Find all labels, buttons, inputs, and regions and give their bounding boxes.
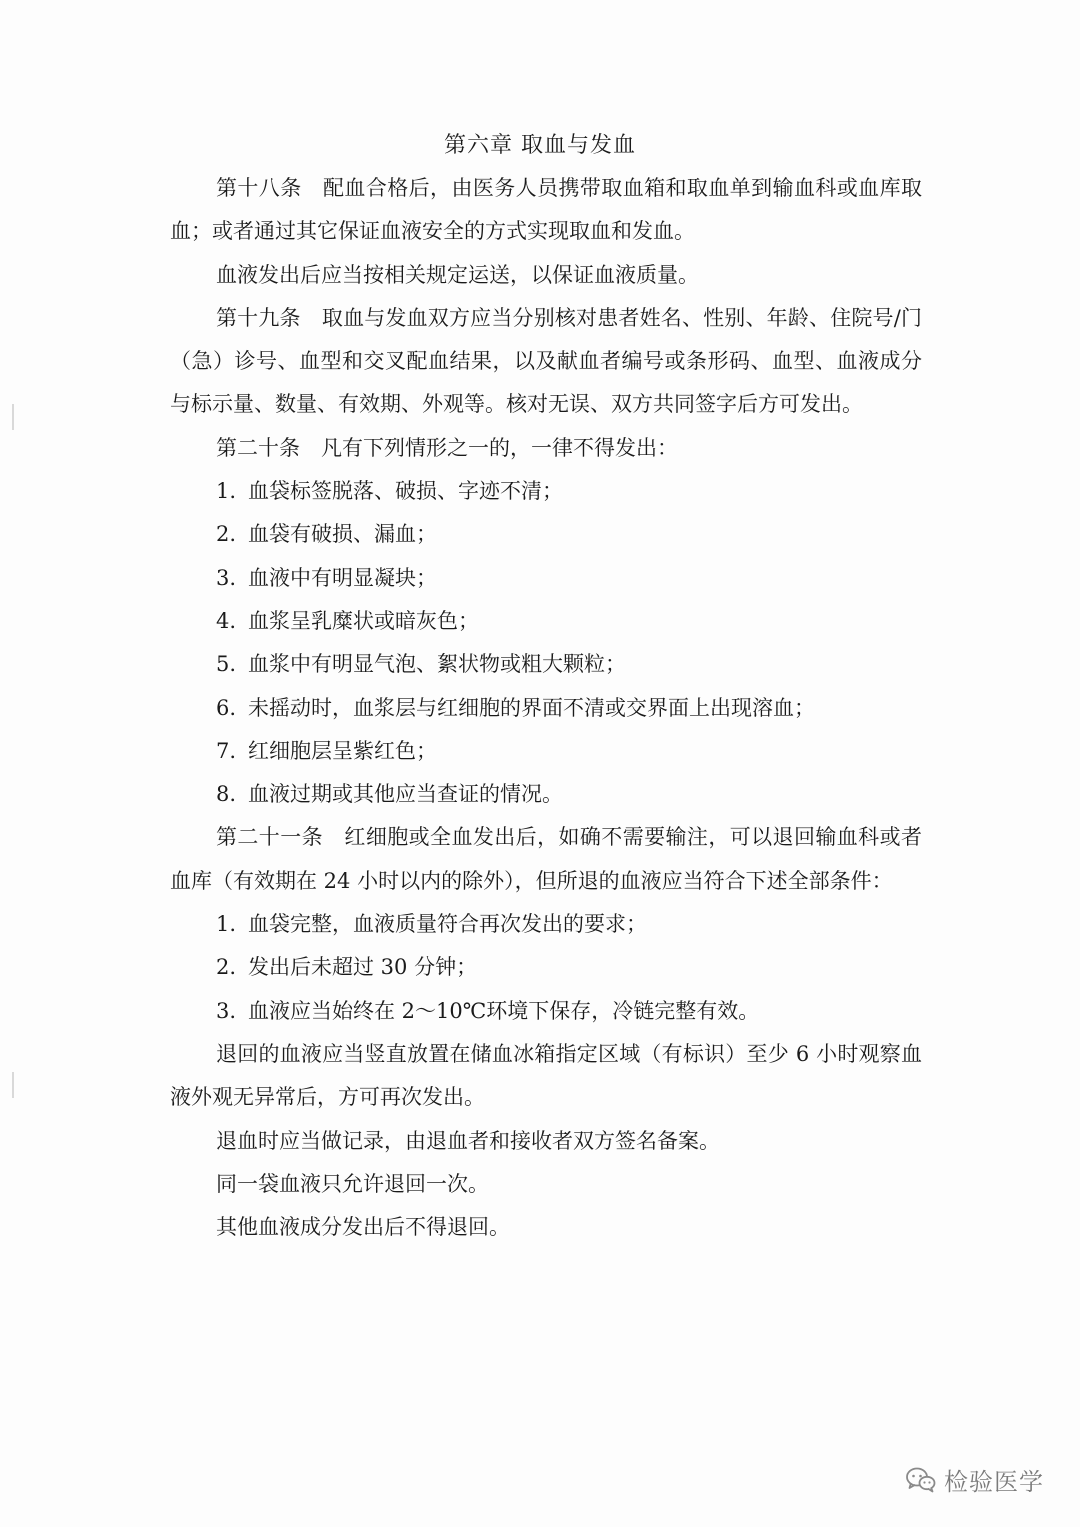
list-item-text: 红细胞层呈紫红色； (248, 738, 437, 763)
watermark-text: 检验医学 (944, 1468, 1044, 1496)
list-item-text: 血浆呈乳糜状或暗灰色； (248, 608, 479, 633)
chapter-title: 第六章 取血与发血 (444, 133, 636, 158)
article-19: 第十九条 取血与发血双方应当分别核对患者姓名、性别、年龄、住院号/门（急）诊号、血型和交叉配血结果，以及献血者编号或条形码、血型、血液成分与标示量、数量、有效期、外观等。核对无误、双方共同签字后方可发出。 (170, 305, 922, 417)
list-item-number: 3. (216, 998, 237, 1023)
list-item (170, 773, 922, 816)
closing-paragraph: 退回的血液应当竖直放置在储血冰箱指定区域（有标识）至少 6 小时观察血液外观无异常后，方可再次发出。 (170, 1041, 922, 1110)
list-item (170, 990, 922, 1033)
closing-paragraph: 其他血液成分发出后不得退回。 (216, 1215, 510, 1240)
list-item-number: 2. (216, 955, 237, 980)
list-item (170, 946, 922, 989)
list-item (170, 903, 922, 946)
list-item-number: 7. (216, 738, 237, 763)
return-condition-list (170, 903, 922, 1033)
document-body (170, 167, 922, 1249)
list-item-text: 血袋标签脱落、破损、字迹不清； (248, 479, 563, 504)
wechat-icon (906, 1467, 936, 1493)
list-item-number: 4. (216, 608, 237, 633)
list-item (170, 557, 922, 600)
article-20: 第二十条 凡有下列情形之一的，一律不得发出： (216, 435, 678, 460)
article-21: 第二十一条 红细胞或全血发出后，如确不需要输注，可以退回输血科或者血库（有效期在 24 小时以内的除外），但所退的血液应当符合下述全部条件： (170, 825, 922, 893)
list-item (170, 600, 922, 643)
list-item (170, 470, 922, 513)
list-item-text: 血袋有破损、漏血； (248, 522, 437, 547)
paragraph-transport: 血液发出后应当按相关规定运送，以保证血液质量。 (216, 262, 699, 287)
closing-paragraph: 同一袋血液只允许退回一次。 (216, 1171, 489, 1196)
scan-mark (12, 1072, 14, 1098)
closing-paragraph: 退血时应当做记录，由退血者和接收者双方签名备案。 (216, 1128, 720, 1153)
list-item-number: 8. (216, 782, 237, 807)
list-item-text: 血液过期或其他应当查证的情况。 (248, 782, 563, 807)
list-item (170, 687, 922, 730)
list-item-text: 血袋完整，血液质量符合再次发出的要求； (248, 912, 647, 937)
list-item-text: 血液中有明显凝块； (248, 565, 437, 590)
list-item-text: 血浆中有明显气泡、絮状物或粗大颗粒； (248, 652, 626, 677)
list-item-number: 1. (216, 912, 237, 937)
list-item (170, 513, 922, 556)
list-item (170, 643, 922, 686)
list-item-number: 3. (216, 565, 237, 590)
list-item-text: 血液应当始终在 2～10℃环境下保存，冷链完整有效。 (248, 998, 760, 1023)
list-item (170, 730, 922, 773)
list-item-text: 未摇动时，血浆层与红细胞的界面不清或交界面上出现溶血； (248, 695, 815, 720)
watermark (906, 1462, 1044, 1497)
list-item-number: 1. (216, 479, 237, 504)
list-item-number: 6. (216, 695, 237, 720)
list-item-text: 发出后未超过 30 分钟； (248, 955, 478, 980)
article-18: 第十八条 配血合格后，由医务人员携带取血箱和取血单到输血科或血库取血；或者通过其它保证血液安全的方式实现取血和发血。 (170, 176, 922, 244)
scan-mark (12, 404, 14, 430)
list-item-number: 2. (216, 522, 237, 547)
list-item-number: 5. (216, 652, 237, 677)
condition-list (170, 470, 922, 816)
